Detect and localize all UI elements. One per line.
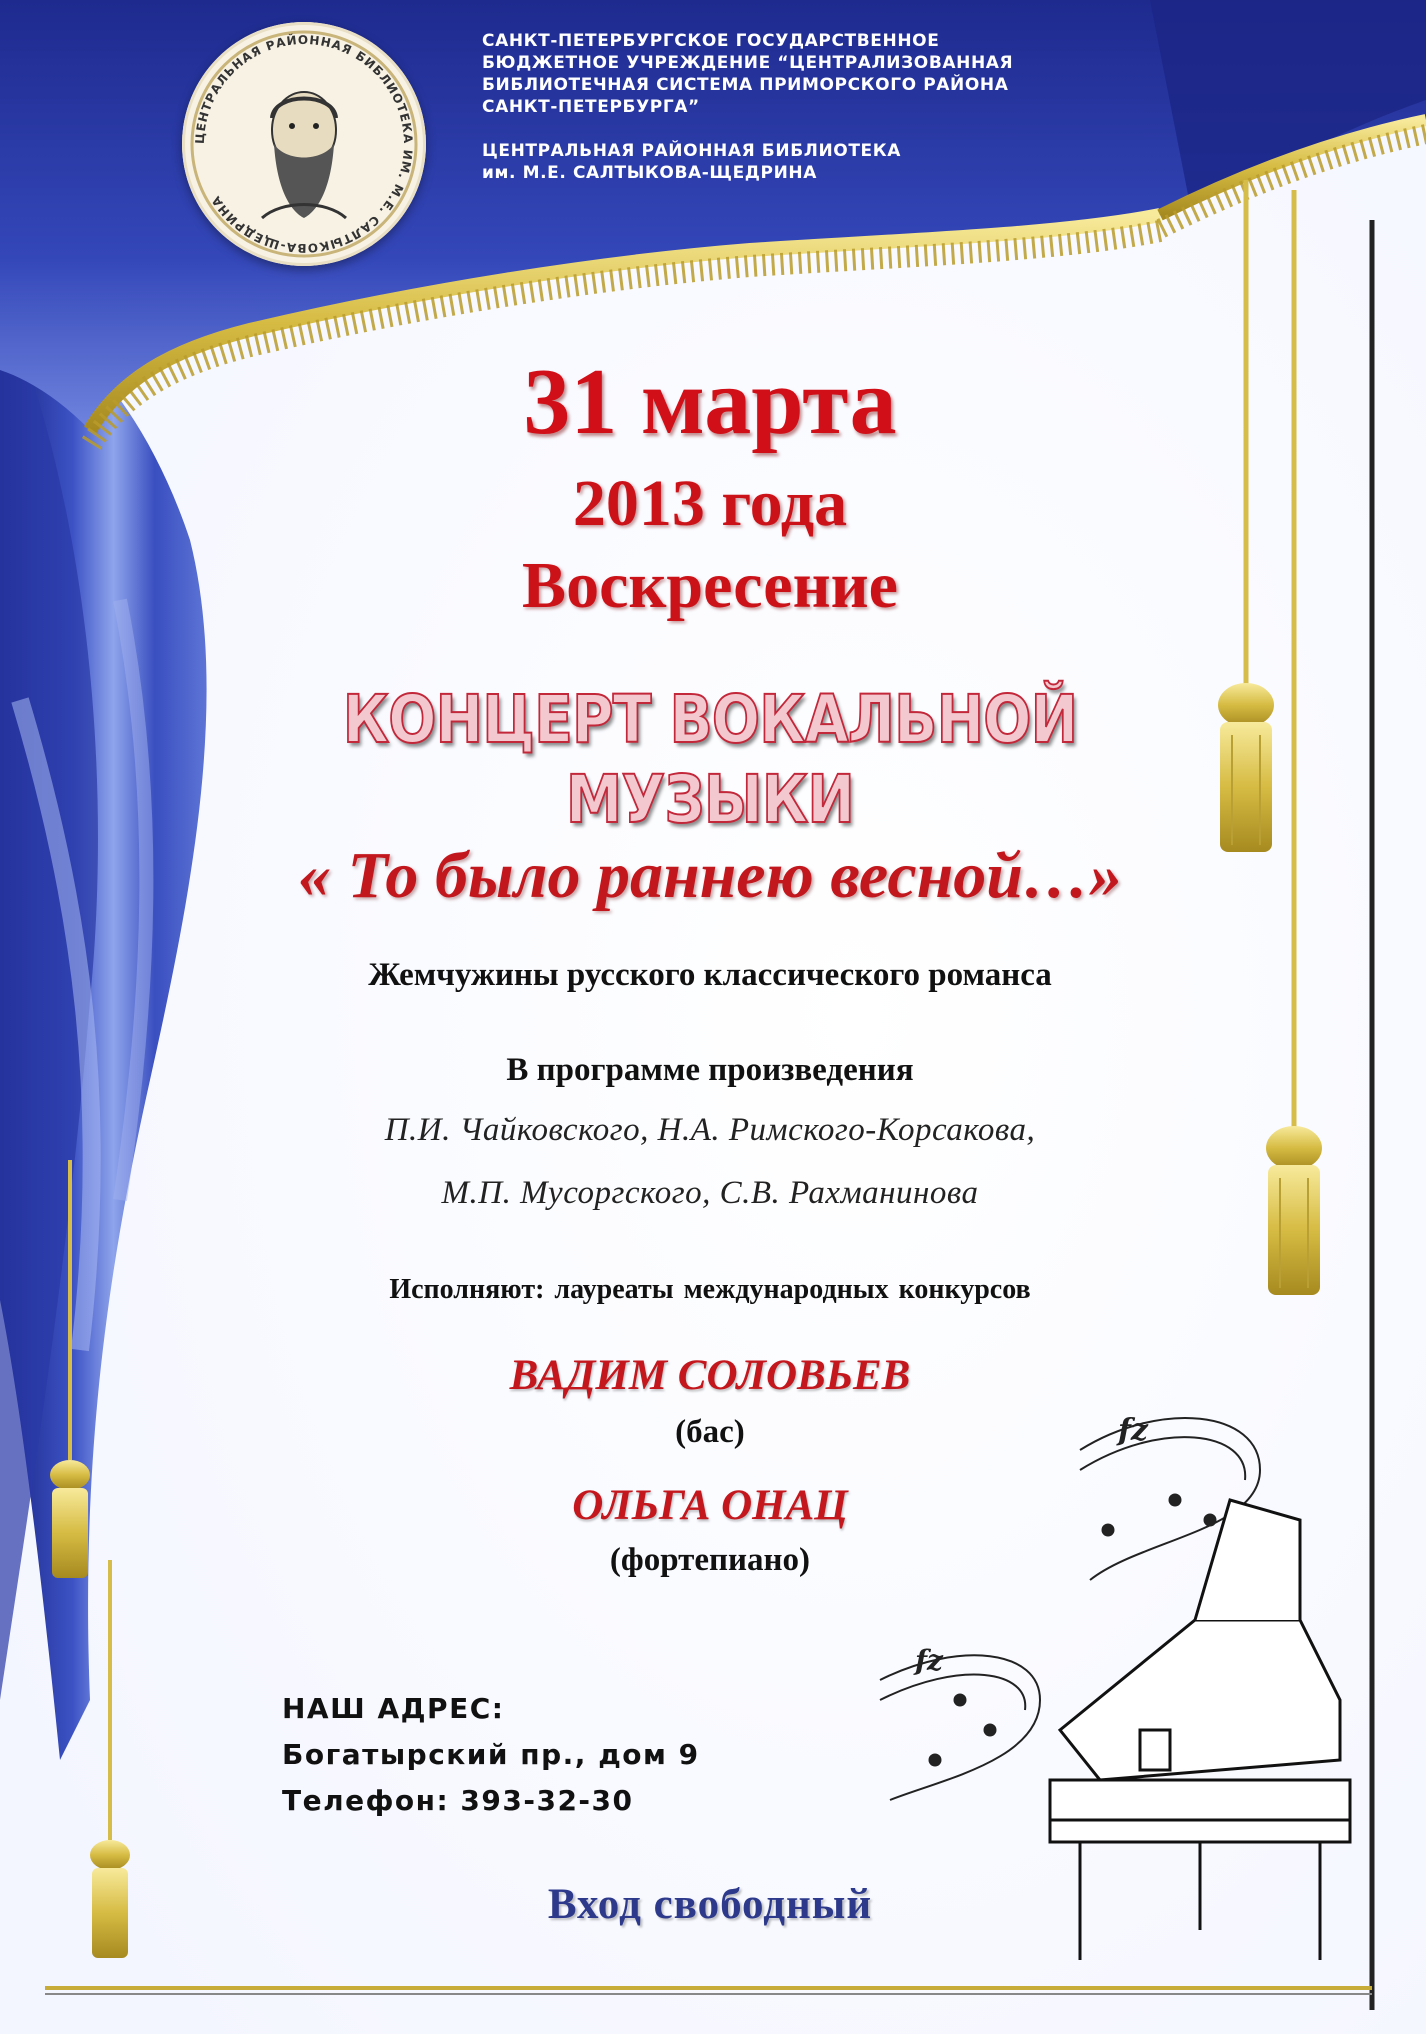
concert-tagline: Жемчужины русского классического романса — [368, 957, 1052, 993]
organization-header — [482, 30, 1242, 184]
library-logo-icon — [182, 22, 426, 266]
org-line: САНКТ-ПЕТЕРБУРГА” — [482, 97, 700, 117]
tassel-icon — [90, 1840, 130, 1958]
library-line: ЦЕНТРАЛЬНАЯ РАЙОННАЯ БИБЛИОТЕКА — [482, 141, 902, 161]
svg-text:fz: fz — [915, 1644, 943, 1677]
org-line: САНКТ-ПЕТЕРБУРГСКОЕ ГОСУДАРСТВЕННОЕ — [482, 31, 940, 51]
address-street: Богатырский пр., дом 9 — [282, 1738, 700, 1771]
address-heading: НАШ АДРЕС: — [282, 1692, 505, 1725]
library-logo — [182, 22, 426, 266]
event-date-day: 31 марта — [523, 350, 897, 454]
free-entry-notice: Вход свободный — [547, 1881, 873, 1928]
performer-name: ВАДИМ СОЛОВЬЕВ — [509, 1352, 911, 1399]
logo-ring-text: ЦЕНТРАЛЬНАЯ РАЙОННАЯ БИБЛИОТЕКА ИМ. М.Е. САЛТЫКОВА-ЩЕДРИНА — [192, 32, 416, 256]
performer-role: (бас) — [675, 1414, 745, 1450]
address-block — [282, 1686, 700, 1824]
svg-text:fz: fz — [1118, 1413, 1148, 1448]
performer-role: (фортепиано) — [609, 1542, 811, 1578]
org-line: БЮДЖЕТНОЕ УЧРЕЖДЕНИЕ “ЦЕНТРАЛИЗОВАННАЯ — [482, 53, 1014, 73]
concert-title: КОНЦЕРТ ВОКАЛЬНОЙ МУЗЫКИ — [342, 681, 1078, 838]
performer-name: ОЛЬГА ОНАЦ — [572, 1482, 848, 1529]
address-phone: Телефон: 393-32-30 — [282, 1784, 634, 1817]
event-weekday: Воскресение — [522, 549, 898, 622]
program-label: В программе произведения — [506, 1052, 914, 1088]
performers-label: Исполняют: лауреаты международных конкурсов — [389, 1274, 1031, 1305]
org-line: БИБЛИОТЕЧНАЯ СИСТЕМА ПРИМОРСКОГО РАЙОНА — [482, 75, 1009, 95]
tassel-icon — [50, 1460, 90, 1578]
library-line: им. М.Е. САЛТЫКОВА-ЩЕДРИНА — [482, 163, 817, 183]
event-date-year: 2013 года — [572, 467, 848, 540]
composers-line: П.И. Чайковского, Н.А. Римского-Корсакова, — [384, 1112, 1036, 1148]
concert-subtitle: « То было раннею весной…» — [297, 839, 1123, 912]
tassel-icon — [1218, 683, 1274, 852]
composers-line: М.П. Мусоргского, С.В. Рахманинова — [441, 1175, 979, 1211]
